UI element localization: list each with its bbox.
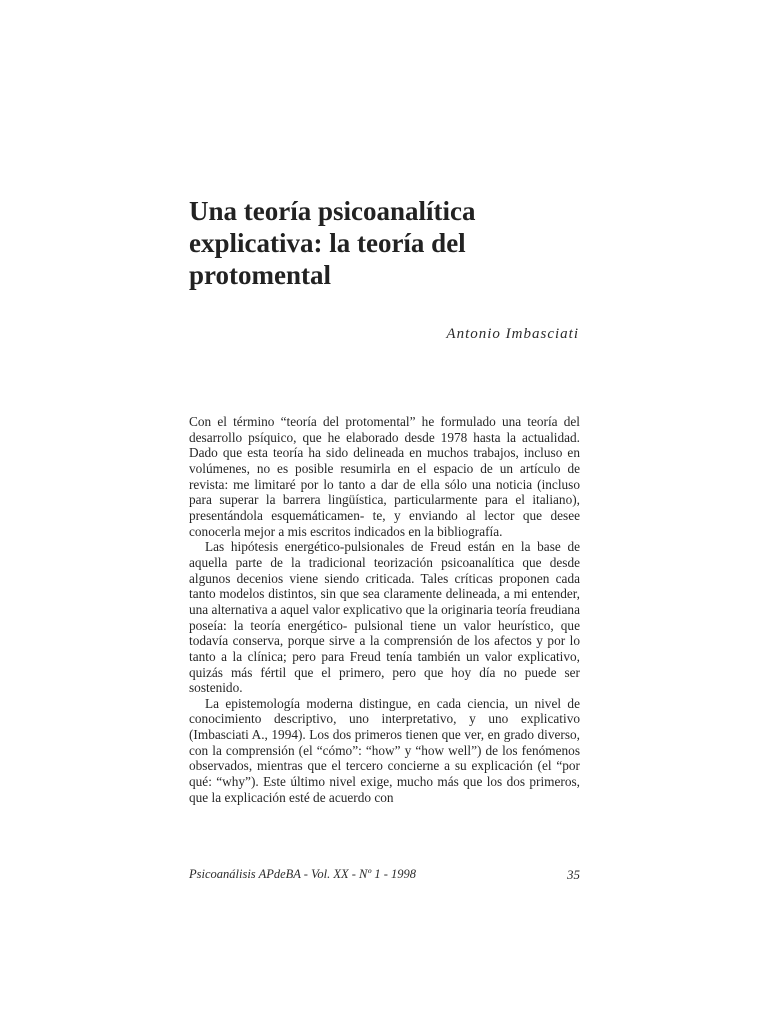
body-paragraph: Con el término “teoría del protomental” he formulado una teoría del desarrollo psíquico, que he elaborado desde 1978 hasta la actualidad. Dado que esta teoría ha sido delineada en muchos trabajos, incluso en volúmenes, no es posible resumirla en el espacio de un artículo de revista: me limitaré por lo tanto a dar de ella sólo una noticia (incluso para superar la barrera lingüística, particularmente para el italiano), presentándola esquemáticamen- te, y enviando al lector que desee conocerla mejor a mis escritos indicados en la bibliografía. bbox=[189, 414, 580, 539]
article-title: Una teoría psicoanalítica explicativa: la teoría del protomental bbox=[189, 196, 476, 290]
body-paragraph: Las hipótesis energético-pulsionales de Freud están en la base de aquella parte de la tradicional teorización psicoanalítica que desde algunos decenios viene siendo criticada. Tales críticas proponen cada tanto modelos distintos, sin que sea claramente delineada, a mi entender, una alternativa a aquel valor explicativo que la originaria teoría freudiana poseía: la teoría energético- pulsional tiene un valor heurístico, que todavía conserva, porque sirve a la comprensión de los afectos y por lo tanto a la clínica; pero para Freud tenía también un valor explicativo, quizás más fértil que el primero, pero que hoy día no puede ser sostenido. bbox=[189, 539, 580, 696]
body-paragraph: La epistemología moderna distingue, en cada ciencia, un nivel de conocimiento descriptivo, uno interpretativo, y uno explicativo (Imbasciati A., 1994). Los dos primeros tienen que ver, en grado diverso, con la comprensión (el “cómo”: “how” y “how well”) de los fenómenos observados, mientras que el tercero concierne a su explicación (el “por qué: “why”). Este último nivel exige, mucho más que los dos primeros, que la explicación esté de acuerdo con bbox=[189, 695, 580, 805]
footer-journal-citation: Psicoanálisis APdeBA - Vol. XX - Nº 1 - 1998 bbox=[189, 867, 417, 881]
page-number: 35 bbox=[567, 867, 580, 882]
article-author: Antonio Imbasciati bbox=[446, 326, 579, 342]
article-body bbox=[189, 414, 580, 805]
